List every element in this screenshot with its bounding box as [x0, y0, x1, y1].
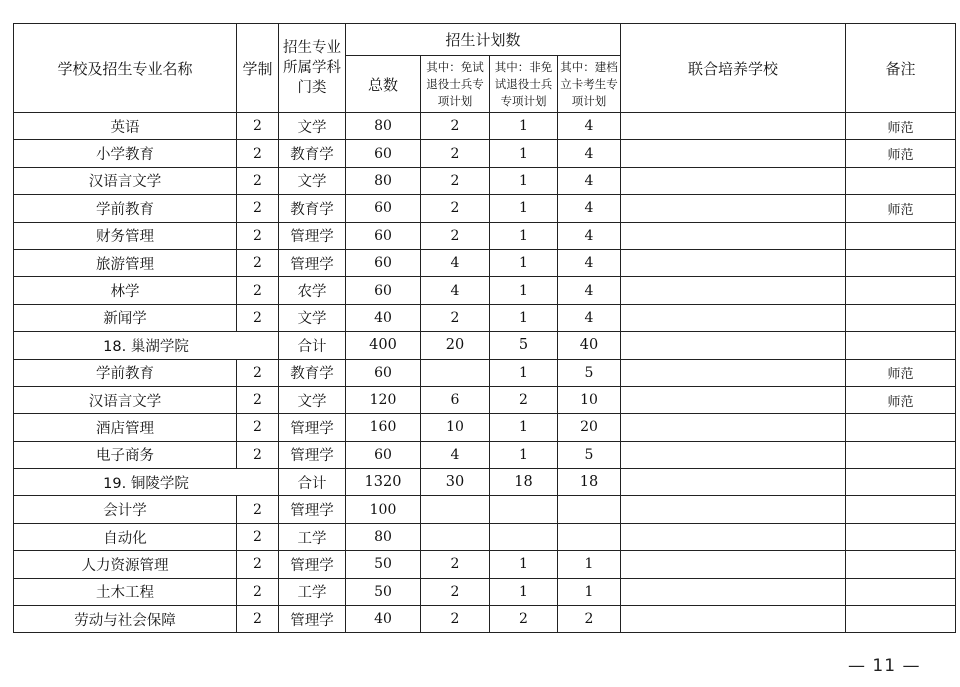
note-cell: 师范: [846, 386, 956, 413]
major-name: 财务管理: [14, 222, 237, 249]
nonexempt-cell: 1: [490, 551, 558, 578]
duration-cell: 2: [237, 304, 279, 331]
duration-cell: 2: [237, 277, 279, 304]
header-name: 学校及招生专业名称: [14, 24, 237, 113]
major-name: 电子商务: [14, 441, 237, 468]
duration-cell: 2: [237, 195, 279, 222]
category-cell: 工学: [279, 578, 346, 605]
partner-cell: [621, 386, 846, 413]
exempt-cell: 2: [421, 113, 490, 140]
total-cell: 80: [346, 113, 421, 140]
total-cell: 60: [346, 441, 421, 468]
partner-cell: [621, 496, 846, 523]
poverty-cell: [558, 523, 621, 550]
partner-cell: [621, 606, 846, 633]
major-name: 土木工程: [14, 578, 237, 605]
poverty-cell: 2: [558, 606, 621, 633]
major-name: 学前教育: [14, 359, 237, 386]
poverty-cell: 4: [558, 304, 621, 331]
header-poverty-text: 其中：建档立卡考生专项计划: [560, 59, 618, 108]
note-cell: [846, 496, 956, 523]
major-row: [14, 140, 956, 167]
duration-cell: 2: [237, 167, 279, 194]
summary-label: 合计: [279, 469, 346, 496]
major-name: 小学教育: [14, 140, 237, 167]
exempt-cell: [421, 496, 490, 523]
exempt-cell: 4: [421, 277, 490, 304]
school-name: 19. 铜陵学院: [14, 469, 279, 496]
partner-cell: [621, 578, 846, 605]
exempt-cell: 2: [421, 606, 490, 633]
major-row: [14, 578, 956, 605]
exempt-cell: 10: [421, 414, 490, 441]
total-cell: 100: [346, 496, 421, 523]
note-cell: [846, 469, 956, 496]
major-row: [14, 441, 956, 468]
header-total: 总数: [346, 56, 421, 113]
partner-cell: [621, 249, 846, 276]
major-row: [14, 496, 956, 523]
major-row: [14, 551, 956, 578]
duration-cell: 2: [237, 414, 279, 441]
partner-cell: [621, 359, 846, 386]
major-name: 酒店管理: [14, 414, 237, 441]
poverty-cell: 1: [558, 578, 621, 605]
major-name: 人力资源管理: [14, 551, 237, 578]
category-cell: 文学: [279, 304, 346, 331]
poverty-cell: 5: [558, 359, 621, 386]
total-cell: 40: [346, 606, 421, 633]
exempt-cell: 4: [421, 249, 490, 276]
header-plan-group: 招生计划数: [346, 24, 621, 56]
duration-cell: 2: [237, 441, 279, 468]
duration-cell: 2: [237, 222, 279, 249]
partner-cell: [621, 167, 846, 194]
poverty-cell: [558, 496, 621, 523]
poverty-cell: 4: [558, 140, 621, 167]
note-cell: [846, 277, 956, 304]
note-cell: [846, 551, 956, 578]
nonexempt-cell: 1: [490, 359, 558, 386]
note-cell: 师范: [846, 140, 956, 167]
category-cell: 教育学: [279, 359, 346, 386]
header-exempt-text: 其中：免试退役士兵专项计划: [426, 59, 484, 108]
nonexempt-cell: [490, 496, 558, 523]
header-category: [279, 24, 346, 113]
category-cell: 管理学: [279, 496, 346, 523]
major-row: [14, 523, 956, 550]
poverty-cell: 20: [558, 414, 621, 441]
header-note: 备注: [846, 24, 956, 113]
poverty-cell: 40: [558, 332, 621, 359]
nonexempt-cell: 1: [490, 140, 558, 167]
exempt-cell: [421, 359, 490, 386]
note-cell: [846, 523, 956, 550]
enrollment-plan-table: [13, 23, 956, 633]
nonexempt-cell: 1: [490, 304, 558, 331]
duration-cell: 2: [237, 578, 279, 605]
category-cell: 管理学: [279, 441, 346, 468]
school-summary-row: [14, 469, 956, 496]
duration-cell: 2: [237, 359, 279, 386]
exempt-cell: 2: [421, 167, 490, 194]
total-cell: 80: [346, 167, 421, 194]
poverty-cell: 4: [558, 113, 621, 140]
nonexempt-cell: 1: [490, 249, 558, 276]
duration-cell: 2: [237, 386, 279, 413]
note-cell: [846, 249, 956, 276]
major-row: [14, 195, 956, 222]
nonexempt-cell: 1: [490, 195, 558, 222]
note-cell: [846, 167, 956, 194]
total-cell: 60: [346, 277, 421, 304]
total-cell: 400: [346, 332, 421, 359]
partner-cell: [621, 113, 846, 140]
duration-cell: 2: [237, 496, 279, 523]
poverty-cell: 4: [558, 222, 621, 249]
major-row: [14, 414, 956, 441]
exempt-cell: 30: [421, 469, 490, 496]
note-cell: [846, 332, 956, 359]
nonexempt-cell: 1: [490, 167, 558, 194]
major-name: 汉语言文学: [14, 386, 237, 413]
total-cell: 1320: [346, 469, 421, 496]
category-cell: 文学: [279, 167, 346, 194]
nonexempt-cell: 18: [490, 469, 558, 496]
exempt-cell: 4: [421, 441, 490, 468]
category-cell: 管理学: [279, 606, 346, 633]
nonexempt-cell: 1: [490, 414, 558, 441]
major-name: 新闻学: [14, 304, 237, 331]
total-cell: 50: [346, 578, 421, 605]
major-name: 旅游管理: [14, 249, 237, 276]
total-cell: 50: [346, 551, 421, 578]
category-cell: 文学: [279, 113, 346, 140]
partner-cell: [621, 222, 846, 249]
nonexempt-cell: 1: [490, 222, 558, 249]
poverty-cell: 4: [558, 195, 621, 222]
partner-cell: [621, 277, 846, 304]
nonexempt-cell: [490, 523, 558, 550]
table-header: [14, 24, 956, 113]
nonexempt-cell: 1: [490, 441, 558, 468]
note-cell: 师范: [846, 113, 956, 140]
header-partner: 联合培养学校: [621, 24, 846, 113]
table-body: [14, 113, 956, 633]
major-row: [14, 304, 956, 331]
category-cell: 工学: [279, 523, 346, 550]
header-nonexempt: [490, 56, 558, 113]
major-row: [14, 386, 956, 413]
major-row: [14, 249, 956, 276]
major-name: 汉语言文学: [14, 167, 237, 194]
exempt-cell: 2: [421, 304, 490, 331]
poverty-cell: 4: [558, 249, 621, 276]
duration-cell: 2: [237, 523, 279, 550]
major-name: 会计学: [14, 496, 237, 523]
duration-cell: 2: [237, 140, 279, 167]
poverty-cell: 4: [558, 277, 621, 304]
total-cell: 60: [346, 249, 421, 276]
exempt-cell: 2: [421, 551, 490, 578]
partner-cell: [621, 441, 846, 468]
category-cell: 管理学: [279, 222, 346, 249]
total-cell: 40: [346, 304, 421, 331]
school-name: 18. 巢湖学院: [14, 332, 279, 359]
nonexempt-cell: 1: [490, 578, 558, 605]
total-cell: 120: [346, 386, 421, 413]
note-cell: [846, 578, 956, 605]
nonexempt-cell: 1: [490, 277, 558, 304]
partner-cell: [621, 140, 846, 167]
exempt-cell: 6: [421, 386, 490, 413]
major-row: [14, 167, 956, 194]
exempt-cell: 2: [421, 140, 490, 167]
duration-cell: 2: [237, 551, 279, 578]
exempt-cell: [421, 523, 490, 550]
partner-cell: [621, 195, 846, 222]
header-category-text: 招生专业所属学科门类: [283, 40, 341, 96]
note-cell: [846, 414, 956, 441]
poverty-cell: 18: [558, 469, 621, 496]
category-cell: 管理学: [279, 551, 346, 578]
partner-cell: [621, 304, 846, 331]
partner-cell: [621, 414, 846, 441]
note-cell: [846, 222, 956, 249]
partner-cell: [621, 332, 846, 359]
major-row: [14, 113, 956, 140]
duration-cell: 2: [237, 113, 279, 140]
partner-cell: [621, 523, 846, 550]
total-cell: 60: [346, 222, 421, 249]
summary-label: 合计: [279, 332, 346, 359]
poverty-cell: 1: [558, 551, 621, 578]
exempt-cell: 2: [421, 578, 490, 605]
category-cell: 文学: [279, 386, 346, 413]
major-name: 自动化: [14, 523, 237, 550]
note-cell: 师范: [846, 359, 956, 386]
major-row: [14, 222, 956, 249]
nonexempt-cell: 2: [490, 606, 558, 633]
total-cell: 60: [346, 140, 421, 167]
partner-cell: [621, 469, 846, 496]
poverty-cell: 5: [558, 441, 621, 468]
poverty-cell: 4: [558, 167, 621, 194]
nonexempt-cell: 1: [490, 113, 558, 140]
school-summary-row: [14, 332, 956, 359]
total-cell: 160: [346, 414, 421, 441]
major-name: 英语: [14, 113, 237, 140]
major-row: [14, 606, 956, 633]
category-cell: 教育学: [279, 140, 346, 167]
header-nonexempt-text: 其中：非免试退役士兵专项计划: [494, 59, 553, 108]
note-cell: [846, 606, 956, 633]
note-cell: 师范: [846, 195, 956, 222]
category-cell: 管理学: [279, 414, 346, 441]
major-row: [14, 359, 956, 386]
duration-cell: 2: [237, 606, 279, 633]
category-cell: 教育学: [279, 195, 346, 222]
total-cell: 80: [346, 523, 421, 550]
major-name: 林学: [14, 277, 237, 304]
note-cell: [846, 304, 956, 331]
exempt-cell: 2: [421, 195, 490, 222]
major-name: 劳动与社会保障: [14, 606, 237, 633]
total-cell: 60: [346, 195, 421, 222]
partner-cell: [621, 551, 846, 578]
header-duration: 学制: [237, 24, 279, 113]
header-exempt: [421, 56, 490, 113]
header-poverty: [558, 56, 621, 113]
poverty-cell: 10: [558, 386, 621, 413]
nonexempt-cell: 5: [490, 332, 558, 359]
category-cell: 农学: [279, 277, 346, 304]
category-cell: 管理学: [279, 249, 346, 276]
total-cell: 60: [346, 359, 421, 386]
major-row: [14, 277, 956, 304]
nonexempt-cell: 2: [490, 386, 558, 413]
exempt-cell: 20: [421, 332, 490, 359]
note-cell: [846, 441, 956, 468]
page-number: — 11 —: [848, 656, 921, 676]
duration-cell: 2: [237, 249, 279, 276]
exempt-cell: 2: [421, 222, 490, 249]
major-name: 学前教育: [14, 195, 237, 222]
